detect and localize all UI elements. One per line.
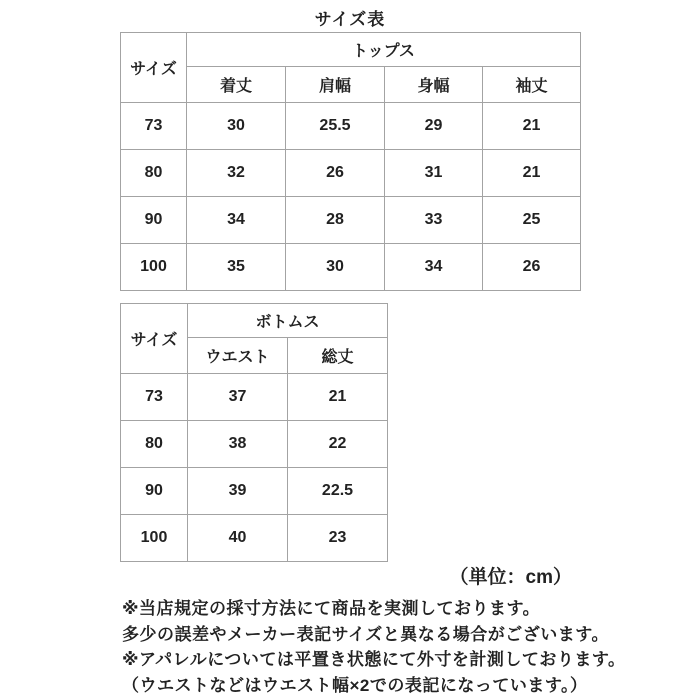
tops-column-header-sodetake: 袖丈 <box>483 67 581 103</box>
bottoms-column-header-waist: ウエスト <box>188 338 288 374</box>
tops-size-header: サイズ <box>121 33 187 103</box>
measurement-notes <box>122 596 682 698</box>
value-cell: 21 <box>288 374 388 421</box>
note-line: ※当店規定の採寸方法にて商品を実測しております。 <box>122 599 541 618</box>
size-cell: 73 <box>121 374 188 421</box>
bottoms-group-header: ボトムス <box>188 304 388 338</box>
size-cell: 90 <box>121 468 188 515</box>
bottoms-table-row <box>121 515 388 562</box>
value-cell: 23 <box>288 515 388 562</box>
value-cell: 22 <box>288 421 388 468</box>
bottoms-table-row <box>121 374 388 421</box>
value-cell: 26 <box>483 244 581 291</box>
value-cell: 21 <box>483 150 581 197</box>
tops-table-row <box>121 103 581 150</box>
bottoms-size-table <box>120 303 388 562</box>
size-cell: 80 <box>121 421 188 468</box>
value-cell: 25 <box>483 197 581 244</box>
tops-table-row <box>121 197 581 244</box>
tops-column-header-mihaba: 身幅 <box>385 67 483 103</box>
unit-note: （単位：cm） <box>449 567 572 588</box>
value-cell: 37 <box>188 374 288 421</box>
bottoms-table-row <box>121 468 388 515</box>
value-cell: 33 <box>385 197 483 244</box>
note-line: ※アパレルについては平置き状態にて外寸を計測しております。 <box>122 650 626 669</box>
tops-table-row <box>121 150 581 197</box>
size-cell: 100 <box>121 244 187 291</box>
value-cell: 28 <box>286 197 385 244</box>
tops-table-row <box>121 244 581 291</box>
value-cell: 30 <box>187 103 286 150</box>
value-cell: 34 <box>385 244 483 291</box>
bottoms-column-header-soutake: 総丈 <box>288 338 388 374</box>
size-cell: 100 <box>121 515 188 562</box>
page-title: サイズ表 <box>314 10 386 29</box>
value-cell: 32 <box>187 150 286 197</box>
tops-column-header-chakutake: 着丈 <box>187 67 286 103</box>
bottoms-size-header: サイズ <box>121 304 188 374</box>
tops-group-header: トップス <box>187 33 581 67</box>
size-cell: 73 <box>121 103 187 150</box>
tops-size-table <box>120 32 581 291</box>
note-line: （ウエストなどはウエスト幅×2での表記になっています。） <box>122 675 588 695</box>
value-cell: 34 <box>187 197 286 244</box>
value-cell: 22.5 <box>288 468 388 515</box>
value-cell: 31 <box>385 150 483 197</box>
tops-column-header-katahaba: 肩幅 <box>286 67 385 103</box>
value-cell: 21 <box>483 103 581 150</box>
size-cell: 90 <box>121 197 187 244</box>
value-cell: 25.5 <box>286 103 385 150</box>
value-cell: 39 <box>188 468 288 515</box>
bottoms-table-row <box>121 421 388 468</box>
value-cell: 29 <box>385 103 483 150</box>
note-line: 多少の誤差やメーカー表記サイズと異なる場合がございます。 <box>122 624 609 644</box>
size-cell: 80 <box>121 150 187 197</box>
value-cell: 38 <box>188 421 288 468</box>
value-cell: 30 <box>286 244 385 291</box>
value-cell: 40 <box>188 515 288 562</box>
value-cell: 26 <box>286 150 385 197</box>
value-cell: 35 <box>187 244 286 291</box>
